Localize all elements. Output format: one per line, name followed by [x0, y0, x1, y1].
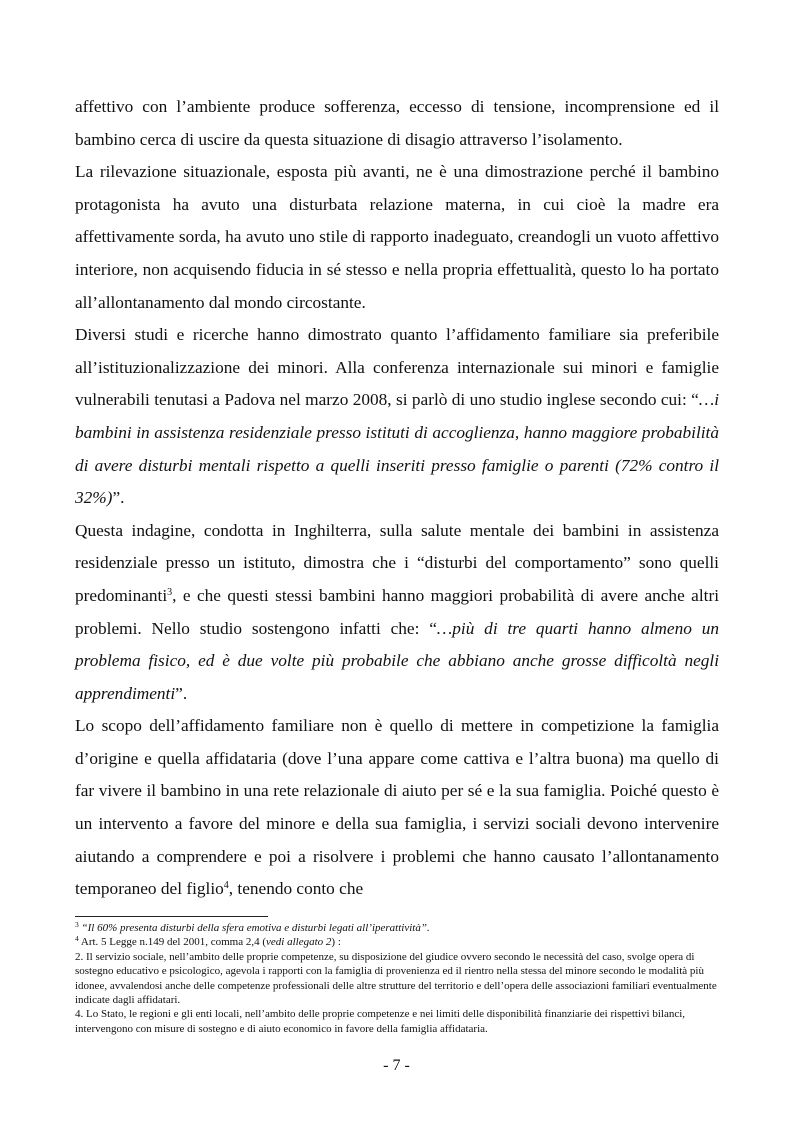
paragraph-text: , tenendo conto che	[228, 879, 364, 899]
footnote-law-item-2: 2. Il servizio sociale, nell’ambito delle proprie competenze, su disposizione del giudice ovvero secondo le necessità del caso, svolge opera di sostegno educativo e psicologico, agevola i rapporti con la famiglia di provenienza ed il rientro nella stessa del minore secondo le modalità più idonee, avvalendosi anche delle competenze professionali delle altre strutture del territorio e dell’opera delle associazioni familiari eventualmente indicate dagli affidatari.	[75, 950, 717, 1007]
paragraph-text: ”.	[175, 683, 188, 703]
footnote-separator	[75, 916, 268, 917]
footnote-text: Art. 5 Legge n.149 del 2001, comma 2,4 (	[78, 936, 267, 949]
footnote-text: “Il 60% presenta disturbi della sfera emotiva e disturbi legati all’iperattività”.	[78, 922, 430, 934]
paragraph-2	[75, 156, 719, 319]
footnote-text: ) :	[331, 936, 341, 949]
quotation: …i bambini in assistenza residenziale presso istituti di accoglienza, hanno maggiore probabilità di avere disturbi mentali rispetto a quelli inseriti presso famiglie o parenti (72% contro il 32%)	[75, 390, 719, 508]
footnote-number: 3	[75, 920, 79, 929]
footnote-reference[interactable]: 3	[167, 586, 173, 598]
paragraph-5	[75, 710, 719, 906]
annex-reference: vedi allegato 2	[266, 936, 332, 949]
paragraph-text: Diversi studi e ricerche hanno dimostrato quanto l’affidamento familiare sia preferibile all’istituzionalizzazione dei minori. Alla conferenza internazionale sui minori e famiglie vulnerabili tenutasi a Padova nel marzo 2008, si parlò di uno studio inglese secondo cui: “	[75, 325, 719, 410]
paragraph-text: affettivo con l’ambiente produce sofferenza, eccesso di tensione, incomprensione ed il bambino cerca di uscire da questa situazione di disagio attraverso l’isolamento.	[75, 97, 719, 149]
paragraph-3	[75, 319, 719, 515]
paragraph-text: Questa indagine, condotta in Inghilterra, sulla salute mentale dei bambini in assistenza residenziale presso un istituto, dimostra che i “disturbi del comportamento” sono quelli predominanti	[75, 520, 719, 605]
footnote-law-item-4: 4. Lo Stato, le regioni e gli enti locali, nell’ambito delle proprie competenze e nei limiti delle disponibilità finanziarie dei rispettivi bilanci, intervengono con misure di sostegno e di aiuto economico in favore della famiglia affidataria.	[75, 1008, 686, 1035]
body-text	[75, 91, 719, 906]
footnotes	[75, 921, 719, 1036]
paragraph-1	[75, 91, 719, 156]
footnote-4	[75, 935, 719, 949]
quotation: …più di tre quarti hanno almeno un problema fisico, ed è due volte più probabile che abbiano anche grosse difficoltà negli apprendimenti	[75, 618, 719, 703]
footnote-3	[75, 921, 719, 935]
paragraph-text: La rilevazione situazionale, esposta più avanti, ne è una dimostrazione perché il bambino protagonista ha avuto una disturbata relazione materna, in cui cioè la madre era affettivamente sorda, ha avuto uno stile di rapporto inadeguato, creandogli un vuoto affettivo interiore, non acquisendo fiducia in sé stesso e nella propria effettualità, questo lo ha portato all’allontanamento dal mondo circostante.	[75, 162, 719, 312]
page-number: - 7 -	[383, 1057, 410, 1074]
paragraph-text: Lo scopo dell’affidamento familiare non è quello di mettere in competizione la famiglia d’origine e quella affidataria (dove l’una appare come cattiva e l’altra buona) ma quello di far vivere il bambino in una rete relazionale di aiuto per sé e la sua famiglia. Poiché questo è un intervento a favore del minore e della sua famiglia, i servizi sociali devono intervenire aiutando a comprendere e poi a risolvere i problemi che hanno causato l’allontanamento temporaneo del figlio	[75, 716, 719, 899]
footnote-reference[interactable]: 4	[223, 880, 229, 892]
paragraph-text: , e che questi stessi bambini hanno maggiori probabilità di avere anche altri problemi. Nello studio sostengono infatti che: “	[75, 585, 719, 638]
paragraph-4	[75, 515, 719, 711]
paragraph-text: ”.	[112, 488, 125, 508]
footnote-number: 4	[75, 934, 79, 944]
